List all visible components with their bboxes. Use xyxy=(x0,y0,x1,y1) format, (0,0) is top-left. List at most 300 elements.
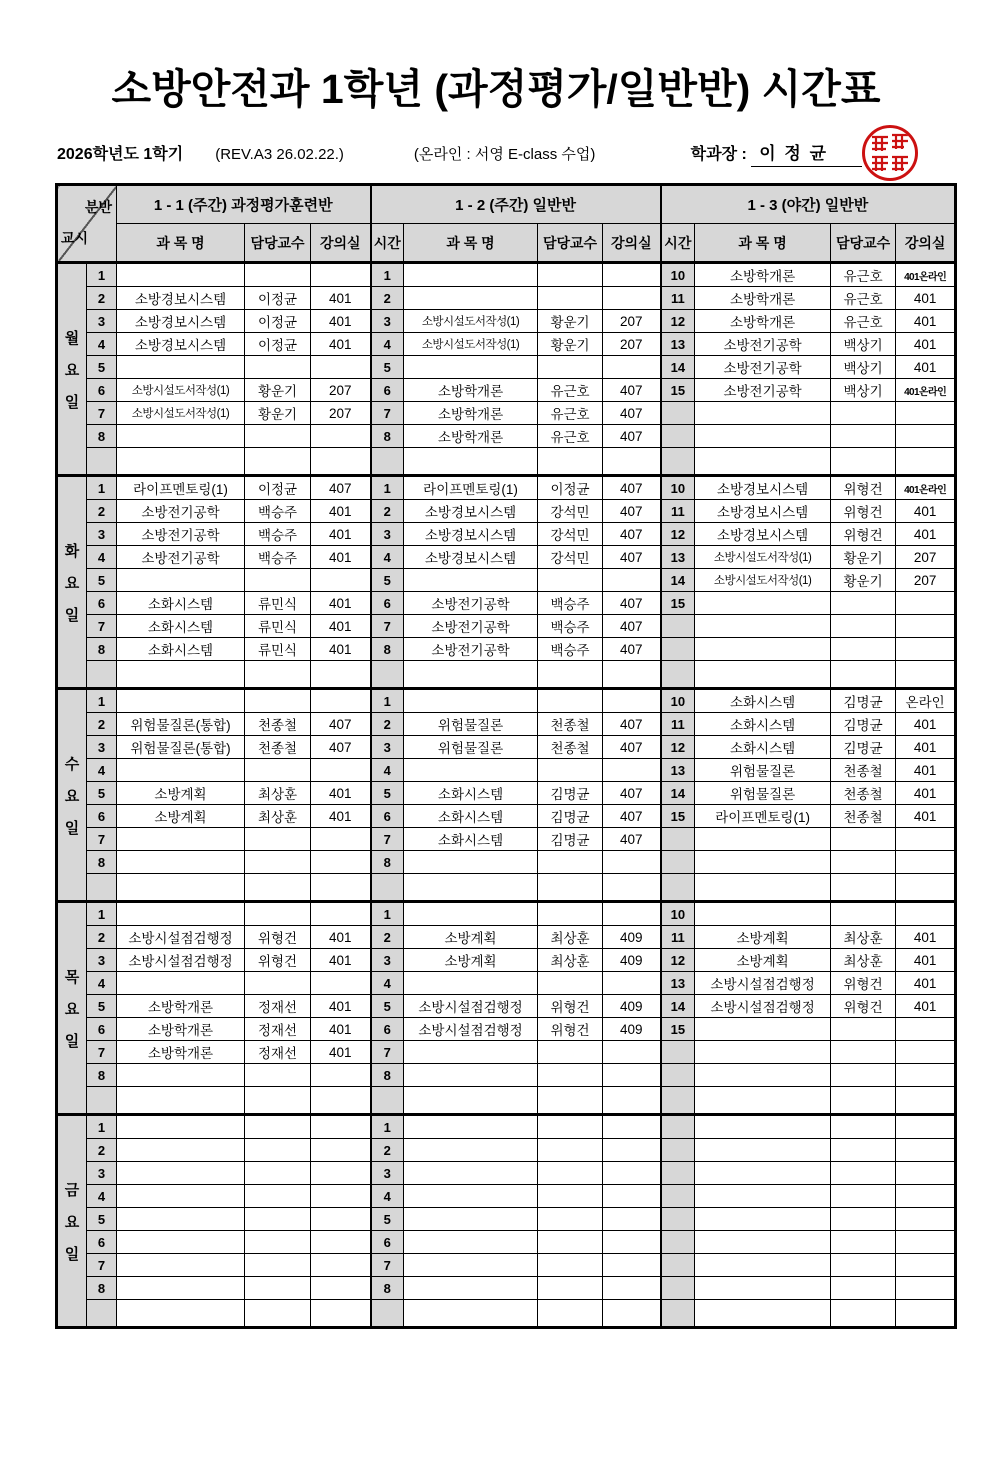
subject-cell: 소방계획 xyxy=(695,949,831,972)
subject-cell: 위험물질론(통합) xyxy=(117,713,245,736)
subject-cell xyxy=(117,1277,245,1300)
professor-cell xyxy=(538,263,603,287)
professor-cell: 김명균 xyxy=(831,689,896,713)
revision-label: (REV.A3 26.02.22.) xyxy=(215,146,344,163)
room-cell: 401 xyxy=(896,949,956,972)
room-cell: 407 xyxy=(603,379,661,402)
period-cell: 4 xyxy=(87,759,117,782)
period-cell: 4 xyxy=(371,333,404,356)
period-cell: 10 xyxy=(661,476,695,500)
subject-cell: 소방전기공학 xyxy=(117,500,245,523)
room-cell xyxy=(311,874,371,902)
professor-cell xyxy=(538,874,603,902)
room-cell: 401 xyxy=(896,523,956,546)
period-cell: 12 xyxy=(661,310,695,333)
period-cell: 2 xyxy=(87,926,117,949)
professor-cell: 백상기 xyxy=(831,333,896,356)
period-cell xyxy=(661,1231,695,1254)
professor-cell xyxy=(245,448,311,476)
professor-cell xyxy=(538,1139,603,1162)
period-cell: 1 xyxy=(87,263,117,287)
professor-cell xyxy=(538,1185,603,1208)
period-cell xyxy=(87,1087,117,1115)
subject-cell xyxy=(117,1254,245,1277)
room-cell xyxy=(311,689,371,713)
subject-cell: 위험물질론 xyxy=(404,736,538,759)
subject-cell xyxy=(117,1231,245,1254)
professor-cell xyxy=(245,902,311,926)
period-cell: 6 xyxy=(371,379,404,402)
room-cell xyxy=(896,851,956,874)
period-cell xyxy=(661,1064,695,1087)
professor-cell xyxy=(245,1139,311,1162)
professor-cell: 최상훈 xyxy=(831,949,896,972)
room-cell: 401 xyxy=(311,949,371,972)
subject-cell: 소방전기공학 xyxy=(695,379,831,402)
room-cell: 409 xyxy=(603,995,661,1018)
subject-cell xyxy=(117,828,245,851)
subject-cell xyxy=(117,425,245,448)
period-cell: 7 xyxy=(87,828,117,851)
room-cell xyxy=(896,638,956,661)
subject-cell: 소방시설도서작성(1) xyxy=(404,310,538,333)
room-cell xyxy=(311,1162,371,1185)
professor-cell: 이정균 xyxy=(245,333,311,356)
subject-cell xyxy=(117,1162,245,1185)
section-title-1-2: 1 - 2 (주간) 일반반 xyxy=(371,185,661,224)
professor-cell: 최상훈 xyxy=(538,949,603,972)
room-cell xyxy=(311,972,371,995)
room-cell xyxy=(603,1162,661,1185)
subject-cell: 소방계획 xyxy=(117,805,245,828)
subject-cell xyxy=(695,902,831,926)
period-cell: 2 xyxy=(87,713,117,736)
period-cell xyxy=(661,1185,695,1208)
subject-cell xyxy=(117,759,245,782)
period-cell xyxy=(661,1300,695,1328)
room-cell xyxy=(311,1185,371,1208)
professor-cell xyxy=(538,1254,603,1277)
room-cell xyxy=(603,759,661,782)
professor-cell: 위형건 xyxy=(538,995,603,1018)
professor-cell xyxy=(245,1277,311,1300)
room-cell xyxy=(896,902,956,926)
professor-cell xyxy=(831,615,896,638)
room-cell xyxy=(311,759,371,782)
subject-cell xyxy=(695,425,831,448)
period-cell: 5 xyxy=(371,356,404,379)
professor-cell: 천종철 xyxy=(538,713,603,736)
period-cell: 4 xyxy=(371,546,404,569)
subject-cell: 소방전기공학 xyxy=(695,333,831,356)
period-cell: 11 xyxy=(661,287,695,310)
period-cell: 6 xyxy=(371,1231,404,1254)
period-cell: 7 xyxy=(87,1254,117,1277)
professor-cell: 백승주 xyxy=(538,615,603,638)
room-cell: 401 xyxy=(311,1018,371,1041)
subject-cell: 소방계획 xyxy=(695,926,831,949)
room-cell xyxy=(896,828,956,851)
period-cell: 13 xyxy=(661,546,695,569)
period-cell: 1 xyxy=(87,476,117,500)
professor-cell xyxy=(245,1300,311,1328)
subject-cell xyxy=(117,1185,245,1208)
subject-cell xyxy=(117,972,245,995)
subject-cell: 소방시설도서작성(1) xyxy=(117,379,245,402)
professor-cell: 천종철 xyxy=(831,759,896,782)
page-title: 소방안전과 1학년 (과정평가/일반반) 시간표 xyxy=(111,66,881,112)
period-cell: 6 xyxy=(87,1231,117,1254)
professor-cell: 유근호 xyxy=(831,263,896,287)
period-cell xyxy=(87,874,117,902)
period-cell: 15 xyxy=(661,1018,695,1041)
period-cell xyxy=(661,661,695,689)
room-cell xyxy=(603,1041,661,1064)
room-cell xyxy=(603,874,661,902)
room-cell xyxy=(603,972,661,995)
subject-cell: 소방학개론 xyxy=(695,263,831,287)
subject-cell: 위험물질론 xyxy=(404,713,538,736)
room-cell xyxy=(311,1277,371,1300)
subject-cell: 소방전기공학 xyxy=(404,592,538,615)
period-cell: 5 xyxy=(87,995,117,1018)
professor-cell: 백승주 xyxy=(245,500,311,523)
subject-cell xyxy=(404,1254,538,1277)
professor-cell: 김명균 xyxy=(538,805,603,828)
subject-cell xyxy=(404,972,538,995)
period-cell: 15 xyxy=(661,805,695,828)
period-cell: 11 xyxy=(661,926,695,949)
professor-cell: 황운기 xyxy=(245,402,311,425)
room-cell: 401온라인 xyxy=(896,476,956,500)
professor-cell xyxy=(245,1115,311,1139)
subject-cell xyxy=(404,661,538,689)
period-cell xyxy=(371,1300,404,1328)
room-cell: 407 xyxy=(311,713,371,736)
professor-cell: 백승주 xyxy=(538,592,603,615)
professor-cell xyxy=(538,1231,603,1254)
subject-cell: 소화시스템 xyxy=(404,782,538,805)
subject-cell xyxy=(117,1115,245,1139)
professor-cell: 유근호 xyxy=(831,310,896,333)
professor-cell xyxy=(245,1087,311,1115)
period-cell: 7 xyxy=(371,402,404,425)
subject-cell xyxy=(695,1277,831,1300)
professor-cell xyxy=(538,1162,603,1185)
room-cell xyxy=(896,1064,956,1087)
room-cell: 401 xyxy=(311,638,371,661)
period-cell: 15 xyxy=(661,379,695,402)
subject-cell: 소방시설점검행정 xyxy=(404,1018,538,1041)
subject-cell xyxy=(117,569,245,592)
professor-cell: 류민식 xyxy=(245,615,311,638)
period-cell: 8 xyxy=(371,638,404,661)
period-cell: 10 xyxy=(661,689,695,713)
subject-cell xyxy=(695,1018,831,1041)
subject-cell xyxy=(695,638,831,661)
period-cell: 5 xyxy=(371,995,404,1018)
subject-cell: 소방학개론 xyxy=(695,310,831,333)
day-label: 목 요 일 xyxy=(57,902,87,1115)
room-cell: 401 xyxy=(896,310,956,333)
subject-cell xyxy=(404,1139,538,1162)
professor-cell xyxy=(831,1254,896,1277)
period-cell: 1 xyxy=(371,689,404,713)
professor-cell xyxy=(831,448,896,476)
professor-cell: 정재선 xyxy=(245,1018,311,1041)
room-cell xyxy=(311,1115,371,1139)
professor-cell: 강석민 xyxy=(538,546,603,569)
period-cell: 14 xyxy=(661,995,695,1018)
room-cell xyxy=(311,851,371,874)
professor-cell xyxy=(245,759,311,782)
room-cell xyxy=(896,661,956,689)
period-cell xyxy=(661,1254,695,1277)
professor-cell: 위형건 xyxy=(831,972,896,995)
subject-cell: 소방학개론 xyxy=(117,1018,245,1041)
period-cell xyxy=(661,828,695,851)
room-cell xyxy=(603,689,661,713)
col-header-time-3: 시간 xyxy=(661,224,695,263)
subject-cell xyxy=(404,1208,538,1231)
professor-cell: 류민식 xyxy=(245,638,311,661)
professor-cell: 이정균 xyxy=(245,310,311,333)
subject-cell: 소방시설점검행정 xyxy=(117,926,245,949)
professor-cell: 천종철 xyxy=(538,736,603,759)
subject-cell xyxy=(404,1087,538,1115)
room-cell: 401 xyxy=(311,546,371,569)
room-cell: 401 xyxy=(311,1041,371,1064)
room-cell xyxy=(603,569,661,592)
period-cell: 5 xyxy=(87,356,117,379)
professor-cell xyxy=(245,1064,311,1087)
period-cell xyxy=(661,638,695,661)
room-cell: 407 xyxy=(603,425,661,448)
professor-cell: 황운기 xyxy=(538,310,603,333)
subject-cell xyxy=(695,615,831,638)
room-cell xyxy=(311,1231,371,1254)
subject-cell xyxy=(404,569,538,592)
period-cell: 14 xyxy=(661,782,695,805)
subject-cell xyxy=(695,1115,831,1139)
subject-cell: 소방경보시스템 xyxy=(117,287,245,310)
room-cell xyxy=(896,1231,956,1254)
room-cell: 407 xyxy=(603,402,661,425)
professor-cell xyxy=(831,1064,896,1087)
room-cell: 407 xyxy=(603,476,661,500)
professor-cell: 김명균 xyxy=(538,782,603,805)
room-cell: 407 xyxy=(311,476,371,500)
subject-cell: 라이프멘토링(1) xyxy=(117,476,245,500)
room-cell xyxy=(311,1139,371,1162)
room-cell: 207 xyxy=(311,379,371,402)
professor-cell xyxy=(538,1208,603,1231)
department-head-label: 학과장 : xyxy=(690,146,747,163)
period-cell xyxy=(661,425,695,448)
room-cell xyxy=(896,1018,956,1041)
subject-cell xyxy=(695,1300,831,1328)
period-cell xyxy=(661,402,695,425)
room-cell: 407 xyxy=(603,713,661,736)
subject-cell: 소방시설점검행정 xyxy=(117,949,245,972)
professor-cell: 백승주 xyxy=(245,523,311,546)
room-cell xyxy=(896,402,956,425)
professor-cell: 백승주 xyxy=(538,638,603,661)
col-header-room-3: 강의실 xyxy=(896,224,956,263)
professor-cell: 황운기 xyxy=(831,546,896,569)
section-title-1-3: 1 - 3 (야간) 일반반 xyxy=(661,185,956,224)
subject-cell: 위험물질론 xyxy=(695,782,831,805)
subject-cell xyxy=(695,828,831,851)
professor-cell xyxy=(245,425,311,448)
room-cell: 401 xyxy=(311,995,371,1018)
subject-cell: 소방학개론 xyxy=(117,995,245,1018)
period-cell: 8 xyxy=(87,851,117,874)
subject-cell: 소화시스템 xyxy=(404,828,538,851)
room-cell xyxy=(311,448,371,476)
professor-cell xyxy=(831,1139,896,1162)
room-cell xyxy=(896,1162,956,1185)
room-cell: 401 xyxy=(311,287,371,310)
period-cell: 14 xyxy=(661,569,695,592)
subject-cell: 소화시스템 xyxy=(695,736,831,759)
department-head-signature xyxy=(691,139,862,167)
professor-cell xyxy=(831,851,896,874)
subject-cell: 소방시설점검행정 xyxy=(404,995,538,1018)
room-cell xyxy=(896,874,956,902)
professor-cell xyxy=(831,425,896,448)
room-cell: 407 xyxy=(603,805,661,828)
period-cell: 3 xyxy=(87,523,117,546)
subject-cell xyxy=(695,1185,831,1208)
subject-cell: 소화시스템 xyxy=(117,638,245,661)
professor-cell xyxy=(831,1115,896,1139)
room-cell: 401 xyxy=(896,713,956,736)
period-cell: 3 xyxy=(87,736,117,759)
period-cell: 7 xyxy=(87,615,117,638)
period-cell: 4 xyxy=(87,546,117,569)
room-cell: 407 xyxy=(603,500,661,523)
room-cell xyxy=(896,1139,956,1162)
period-cell xyxy=(661,1208,695,1231)
period-cell: 1 xyxy=(87,689,117,713)
subject-cell: 소화시스템 xyxy=(695,713,831,736)
subject-cell xyxy=(117,356,245,379)
period-cell: 6 xyxy=(371,1018,404,1041)
subject-cell: 라이프멘토링(1) xyxy=(404,476,538,500)
subject-cell xyxy=(695,661,831,689)
subject-cell xyxy=(695,851,831,874)
professor-cell: 이정균 xyxy=(245,287,311,310)
period-cell: 13 xyxy=(661,333,695,356)
period-cell: 3 xyxy=(371,1162,404,1185)
room-cell: 207 xyxy=(896,546,956,569)
professor-cell: 위형건 xyxy=(538,1018,603,1041)
professor-cell: 최상훈 xyxy=(831,926,896,949)
room-cell: 407 xyxy=(603,828,661,851)
period-cell xyxy=(371,661,404,689)
room-cell xyxy=(603,1277,661,1300)
subject-cell xyxy=(404,1115,538,1139)
subject-cell: 소방시설도서작성(1) xyxy=(404,333,538,356)
subject-cell xyxy=(404,759,538,782)
col-header-professor-1: 담당교수 xyxy=(245,224,311,263)
day-label: 금 요 일 xyxy=(57,1115,87,1328)
room-cell: 401온라인 xyxy=(896,263,956,287)
professor-cell: 이정균 xyxy=(538,476,603,500)
room-cell xyxy=(311,661,371,689)
subject-cell xyxy=(695,448,831,476)
period-cell: 2 xyxy=(87,500,117,523)
period-cell: 8 xyxy=(371,1277,404,1300)
subject-cell xyxy=(404,1231,538,1254)
room-cell: 401 xyxy=(311,782,371,805)
col-header-time-2: 시간 xyxy=(371,224,404,263)
professor-cell xyxy=(538,356,603,379)
period-cell: 8 xyxy=(371,425,404,448)
professor-cell: 백상기 xyxy=(831,379,896,402)
subject-cell: 소방계획 xyxy=(404,949,538,972)
room-cell xyxy=(603,1115,661,1139)
period-cell: 7 xyxy=(87,402,117,425)
period-cell: 6 xyxy=(87,379,117,402)
professor-cell: 천종철 xyxy=(245,713,311,736)
professor-cell xyxy=(245,1162,311,1185)
subject-cell xyxy=(695,1041,831,1064)
period-cell xyxy=(661,1041,695,1064)
professor-cell: 정재선 xyxy=(245,995,311,1018)
subject-cell: 소화시스템 xyxy=(117,592,245,615)
room-cell xyxy=(311,1064,371,1087)
professor-cell xyxy=(245,356,311,379)
subject-cell xyxy=(117,1064,245,1087)
professor-cell xyxy=(831,1185,896,1208)
day-label: 월 요 일 xyxy=(57,263,87,476)
subject-cell xyxy=(695,1254,831,1277)
online-note: (온라인 : 서영 E-class 수업) xyxy=(413,146,596,163)
room-cell xyxy=(603,1087,661,1115)
subject-cell: 위험물질론 xyxy=(695,759,831,782)
professor-cell xyxy=(538,448,603,476)
room-cell xyxy=(603,1064,661,1087)
subject-cell: 소방계획 xyxy=(117,782,245,805)
room-cell: 409 xyxy=(603,1018,661,1041)
subject-cell: 소방경보시스템 xyxy=(117,333,245,356)
period-cell xyxy=(371,448,404,476)
professor-cell xyxy=(831,661,896,689)
period-cell: 6 xyxy=(371,805,404,828)
professor-cell: 황운기 xyxy=(831,569,896,592)
room-cell: 407 xyxy=(603,615,661,638)
professor-cell xyxy=(538,902,603,926)
professor-cell: 천종철 xyxy=(831,782,896,805)
room-cell: 401온라인 xyxy=(896,379,956,402)
subject-cell: 소화시스템 xyxy=(695,689,831,713)
department-head-name: 이 정 균 xyxy=(751,139,862,167)
room-cell xyxy=(896,1208,956,1231)
col-header-room-1: 강의실 xyxy=(311,224,371,263)
room-cell xyxy=(896,1277,956,1300)
col-header-professor-3: 담당교수 xyxy=(831,224,896,263)
subject-cell: 소방계획 xyxy=(404,926,538,949)
subject-cell xyxy=(695,402,831,425)
room-cell: 401 xyxy=(896,333,956,356)
period-cell: 1 xyxy=(371,263,404,287)
professor-cell xyxy=(245,1208,311,1231)
subject-cell xyxy=(404,1162,538,1185)
professor-cell: 정재선 xyxy=(245,1041,311,1064)
period-cell xyxy=(661,1087,695,1115)
